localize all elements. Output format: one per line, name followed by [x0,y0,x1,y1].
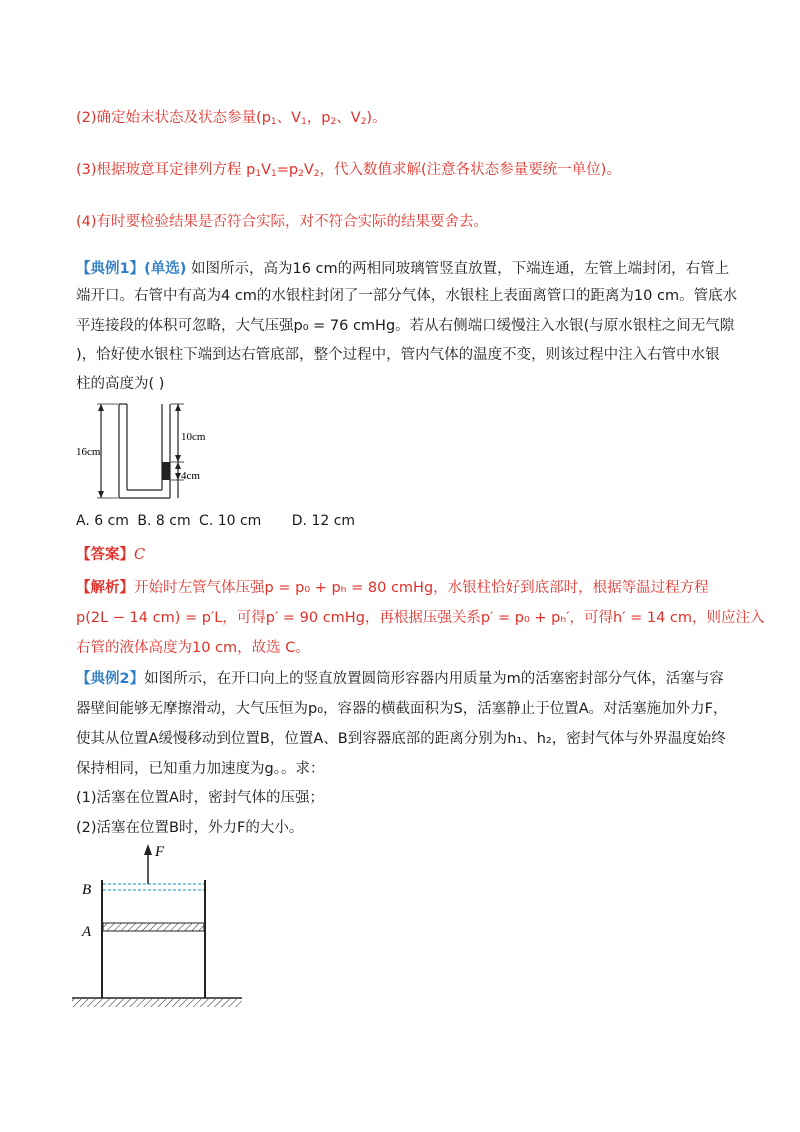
answer-value: C [134,547,146,563]
example1-line4: )，恰好使水银柱下端到达右管底部，整个过程中，管内气体的温度不变，则该过程中注入右管中水银 [76,347,720,363]
example1-line2: 端开口。右管中有高为4 cm的水银柱封闭了一部分气体，水银柱上表面离管口的距离为10 cm。管底水 [76,288,738,304]
label-16cm: 16cm [76,446,101,458]
label-f: F [155,844,165,860]
option-a: A. 6 cm [76,513,129,529]
example2-line3: 使其从位置A缓慢移动到位置B，位置A、B到容器底部的距离分别为h₁、h₂，密封气体与外界温度始终 [76,731,726,747]
analysis-line2: p(2L − 14 cm) = p′L，可得p′ = 90 cmHg，再根据压强关系p′ = p₀ + pₕ′，可得h′ = 14 cm，则应注入 [76,610,765,626]
option-d: D. 12 cm [291,513,356,529]
label-a: A [82,924,92,940]
example2-line4: 保持相同，已知重力加速度为g。。求： [76,761,325,777]
analysis-line1: 【解析】开始时左管气体压强p = p₀ + pₕ = 80 cmHg，水银柱恰好到底部时，根据等温过程方程 [76,580,709,596]
ground-hatch [72,999,242,1007]
option-c: C. 10 cm [199,513,262,529]
example2-tag: 【典例2】 [76,671,145,687]
example1-line1: 【典例1】(单选) 如图所示，高为16 cm的两相同玻璃管竖直放置，下端连通，左管上端封闭，右管上 [76,261,730,277]
piston [103,923,204,931]
analysis-tag: 【解析】 [76,580,134,596]
analysis-line3: 右管的液体高度为10 cm，故选 C。 [76,640,310,656]
label-10cm: 10cm [181,431,206,443]
example2-question1: (1)活塞在位置A时，密封气体的压强； [76,790,324,806]
example2-line1: 【典例2】如图所示，在开口向上的竖直放置圆筒形容器内用质量为m的活塞密封部分气体，活塞与容 [76,671,724,687]
label-b: B [82,882,92,898]
label-4cm: 4cm [181,470,200,482]
answer-tag: 【答案】 [76,547,134,563]
example2-line2: 器壁间能够无摩擦滑动，大气压恒为p₀，容器的横截面积为S，活塞静止于位置A。对活塞施加外力F， [76,701,728,717]
example2-question2: (2)活塞在位置B时，外力F的大小。 [76,820,304,836]
example1-options [76,513,359,529]
u-tube-figure [76,400,206,508]
step-2: (2)确定始末状态及状态参量($p_1$、$V_1$，$p_2$、$V_2$)。 [76,110,387,127]
option-b: B. 8 cm [137,513,191,529]
step-3: (3)根据玻意耳定律列方程 $p_1V_1=p_2V_2$，代入数值求解(注意各状态参量要统一单位)。 [76,162,621,179]
example1-type: (单选) [144,261,187,277]
piston-figure [70,840,250,1020]
example1-tag: 【典例1】 [76,261,145,277]
example1-line5: 柱的高度为( ) [76,376,165,392]
answer-line [76,543,145,567]
example1-line3: 平连接段的体积可忽略，大气压强p₀ = 76 cmHg。若从右侧端口缓慢注入水银(与原水银柱之间无气隙 [76,318,735,334]
step-4: (4)有时要检验结果是否符合实际，对不符合实际的结果要舍去。 [76,214,489,230]
mercury-column [162,462,170,480]
